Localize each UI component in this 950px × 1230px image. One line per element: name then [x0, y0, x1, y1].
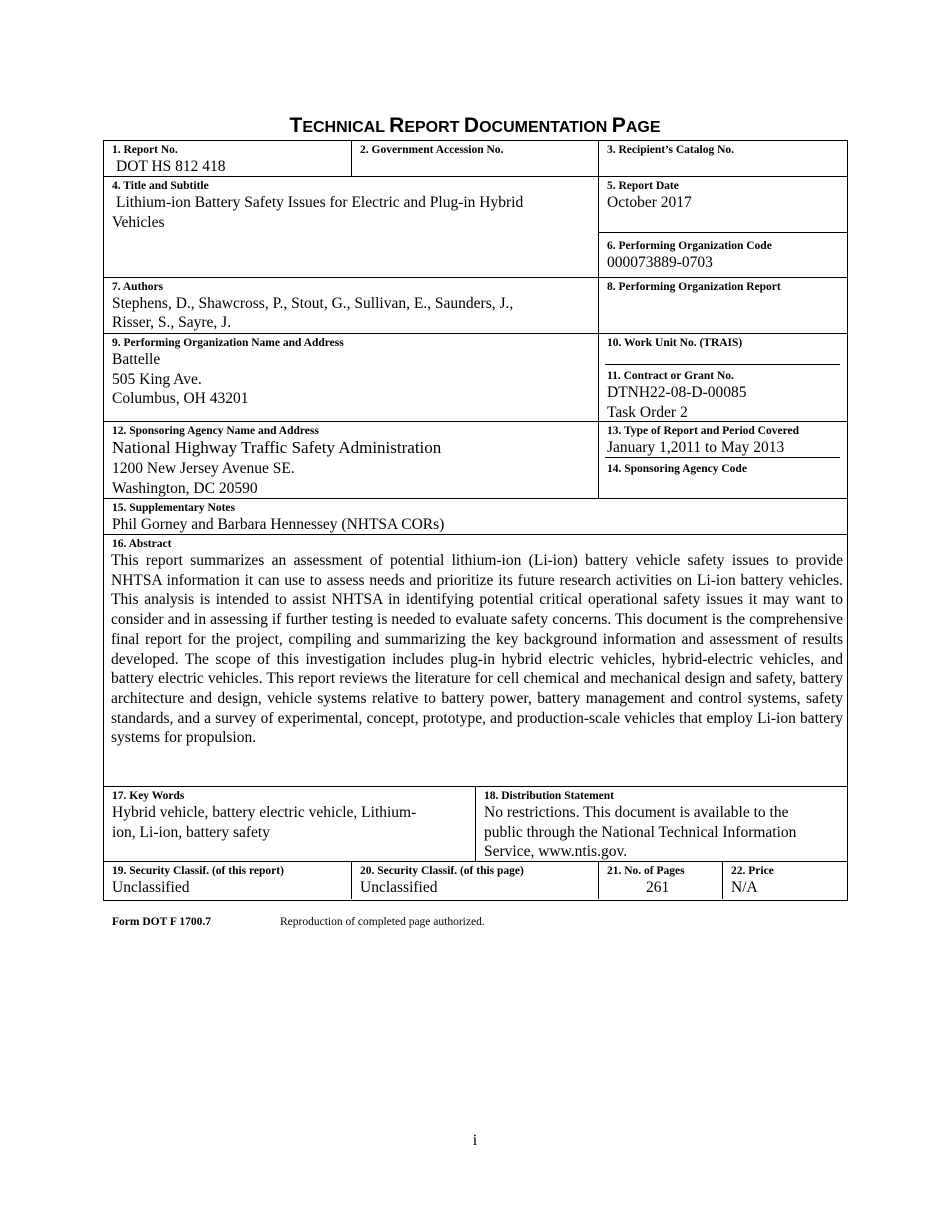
form-number: Form DOT F 1700.7	[112, 916, 212, 928]
security-page-label: 20. Security Classif. (of this page)	[360, 865, 524, 877]
sponsoring-agency-line-2: 1200 New Jersey Avenue SE.	[112, 460, 295, 477]
gov-accession-label: 2. Government Accession No.	[360, 144, 504, 156]
page-number: i	[472, 1132, 478, 1149]
divider	[103, 498, 847, 499]
divider	[722, 861, 723, 899]
key-words-label: 17. Key Words	[112, 790, 185, 802]
divider	[598, 232, 847, 233]
contract-line-1: DTNH22-08-D-00085	[607, 384, 747, 401]
authors-line-2: Risser, S., Sayre, J.	[112, 314, 232, 331]
contract-label: 11. Contract or Grant No.	[607, 370, 734, 382]
perf-org-report-label: 8. Performing Organization Report	[607, 281, 781, 293]
key-words-line-2: ion, Li-ion, battery safety	[112, 824, 270, 841]
report-no-label: 1. Report No.	[112, 144, 178, 156]
security-page-value: Unclassified	[360, 879, 438, 896]
authors-line-1: Stephens, D., Shawcross, P., Stout, G., Sullivan, E., Saunders, J.,	[112, 295, 514, 312]
divider	[351, 140, 352, 177]
divider	[605, 364, 840, 365]
distribution-line-1: No restrictions. This document is available to the	[484, 804, 789, 821]
distribution-line-2: public through the National Technical Information	[484, 824, 797, 841]
abstract-text: This report summarizes an assessment of potential lithium-ion (Li-ion) battery vehicle safety issues to provide NHTSA information it can use to assess needs and prioritize its future research activities on Li-ion battery vehicles. This analysis is intended to assist NHTSA in identifying potential critical operational safety issues it may want to consider and in assessing if further testing is needed to evaluate safety concerns. This document is the comprehensive final report for the project, compiling and summarizing the key background information and assessment of results developed. The scope of this investigation includes plug-in hybrid electric vehicles, hybrid-electric vehicles, and battery electric vehicles. This report reviews the literature for cell chemical and mechanical design and safety, battery architecture and design, vehicle systems relative to battery power, battery management and control systems, safety standards, and a survey of experimental, concept, prototype, and production-scale vehicles that employ Li-ion battery systems for propulsion.	[111, 552, 843, 747]
page-title: TECHNICAL REPORT DOCUMENTATION PAGE	[289, 114, 661, 137]
distribution-line-3: Service, www.ntis.gov.	[484, 843, 628, 860]
divider	[598, 861, 599, 899]
distribution-label: 18. Distribution Statement	[484, 790, 615, 802]
sponsoring-agency-label: 12. Sponsoring Agency Name and Address	[112, 425, 319, 437]
perf-org-name-line-1: Battelle	[112, 351, 161, 368]
divider	[103, 277, 847, 278]
report-date-label: 5. Report Date	[607, 180, 679, 192]
report-date-value: October 2017	[607, 194, 692, 211]
num-pages-label: 21. No. of Pages	[607, 865, 685, 877]
perf-org-name-line-2: 505 King Ave.	[112, 371, 202, 388]
contract-line-2: Task Order 2	[607, 404, 688, 421]
divider	[103, 333, 847, 334]
title-subtitle-line-1: Lithium-ion Battery Safety Issues for Electric and Plug-in Hybrid	[116, 194, 524, 211]
divider	[103, 534, 847, 535]
sponsoring-agency-line-1: National Highway Traffic Safety Administration	[112, 438, 442, 457]
title-subtitle-line-2: Vehicles	[112, 214, 165, 231]
work-unit-label: 10. Work Unit No. (TRAIS)	[607, 337, 743, 349]
divider	[103, 861, 847, 862]
report-period-value: January 1,2011 to May 2013	[607, 439, 785, 456]
price-label: 22. Price	[731, 865, 774, 877]
supplementary-value: Phil Gorney and Barbara Hennessey (NHTSA CORs)	[112, 516, 445, 533]
title-subtitle-label: 4. Title and Subtitle	[112, 180, 209, 192]
divider	[475, 786, 476, 862]
report-no-value: DOT HS 812 418	[116, 158, 226, 175]
perf-org-name-label: 9. Performing Organization Name and Address	[112, 337, 344, 349]
reproduction-note: Reproduction of completed page authorized.	[280, 916, 485, 928]
security-report-label: 19. Security Classif. (of this report)	[112, 865, 284, 877]
perf-org-code-value: 000073889-0703	[607, 254, 713, 271]
perf-org-name-line-3: Columbus, OH 43201	[112, 390, 249, 407]
perf-org-code-label: 6. Performing Organization Code	[607, 240, 772, 252]
recipient-catalog-label: 3. Recipient’s Catalog No.	[607, 144, 735, 156]
divider	[103, 421, 847, 422]
supplementary-label: 15. Supplementary Notes	[112, 502, 235, 514]
num-pages-value: 261	[646, 879, 670, 896]
key-words-line-1: Hybrid vehicle, battery electric vehicle, Lithium-	[112, 804, 417, 821]
price-value: N/A	[731, 879, 758, 896]
report-period-label: 13. Type of Report and Period Covered	[607, 425, 799, 437]
divider	[605, 457, 840, 458]
sponsoring-code-label: 14. Sponsoring Agency Code	[607, 463, 747, 475]
divider	[351, 861, 352, 899]
abstract-label: 16. Abstract	[112, 538, 172, 550]
sponsoring-agency-line-3: Washington, DC 20590	[112, 480, 258, 497]
authors-label: 7. Authors	[112, 281, 164, 293]
divider	[598, 140, 599, 499]
security-report-value: Unclassified	[112, 879, 190, 896]
